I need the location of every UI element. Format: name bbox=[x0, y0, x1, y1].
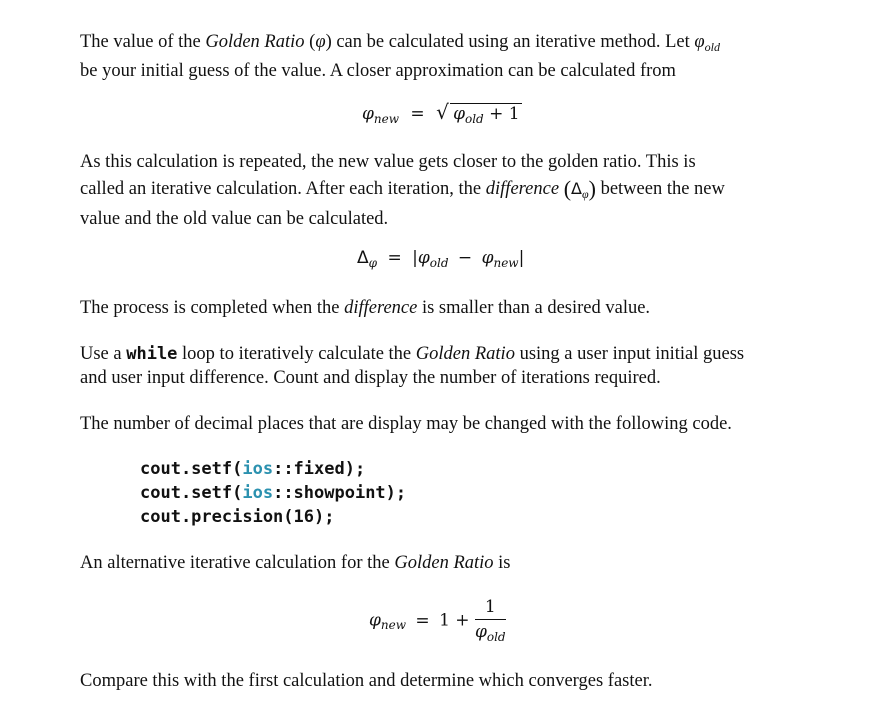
delta-symbol: Δ bbox=[571, 178, 582, 198]
text: An alternative iterative calculation for the bbox=[80, 553, 395, 573]
code: ::fixed); bbox=[273, 459, 366, 479]
code: cout.setf( bbox=[140, 459, 243, 479]
while-keyword: while bbox=[126, 344, 178, 364]
text: called an iterative calculation. After each iteration, the bbox=[80, 178, 486, 199]
phi-symbol: φ bbox=[362, 104, 374, 124]
while-line-2: and user input difference. Count and display the number of iterations required. bbox=[80, 368, 661, 388]
code-line-3: cout.precision(16); bbox=[140, 507, 335, 527]
square-root bbox=[436, 100, 522, 126]
close-paren: ) bbox=[588, 175, 596, 201]
iteration-line-1: As this calculation is repeated, the new value gets closer to the golden ratio. This is bbox=[80, 152, 696, 172]
phi-symbol: φ bbox=[694, 32, 705, 52]
code: ::showpoint); bbox=[273, 483, 407, 503]
open-paren: ( bbox=[563, 175, 572, 201]
iteration-line-2 bbox=[80, 176, 810, 208]
golden-ratio-term: Golden Ratio bbox=[205, 32, 305, 52]
radicand bbox=[450, 103, 522, 126]
text: is smaller than a desired value. bbox=[417, 298, 651, 318]
difference-term: difference bbox=[344, 298, 418, 318]
subscript-old: old bbox=[704, 40, 720, 54]
abs-bar-left: | bbox=[412, 248, 418, 268]
intro-line-2: be your initial guess of the value. A closer approximation can be calculated from bbox=[80, 61, 676, 81]
phi-symbol: φ bbox=[453, 104, 465, 124]
equals-sign: = bbox=[410, 104, 425, 124]
subscript-new: new bbox=[380, 618, 407, 632]
fraction-numerator: 1 bbox=[475, 597, 506, 620]
code-line-2 bbox=[140, 481, 406, 505]
text: ) can be calculated using an iterative method. Let bbox=[325, 32, 695, 52]
text: using a user input initial guess bbox=[514, 344, 745, 364]
subscript-old: old bbox=[486, 630, 506, 644]
while-line-1 bbox=[80, 342, 810, 366]
phi-symbol: φ bbox=[481, 248, 494, 268]
phi-symbol: φ bbox=[315, 32, 326, 52]
phi-symbol: φ bbox=[417, 248, 430, 268]
subscript-phi: φ bbox=[368, 256, 378, 270]
subscript-new: new bbox=[373, 112, 400, 126]
golden-ratio-term: Golden Ratio bbox=[394, 553, 494, 573]
plus-one: + 1 bbox=[489, 104, 520, 124]
iteration-line-3: value and the old value can be calculated. bbox=[80, 209, 389, 229]
paragraph-alternative bbox=[80, 551, 810, 575]
text: between the new bbox=[595, 178, 725, 199]
equation-fraction-iteration bbox=[369, 597, 506, 644]
paragraph-iteration bbox=[80, 150, 810, 233]
subscript-old: old bbox=[429, 256, 449, 270]
minus-sign: − bbox=[457, 248, 473, 268]
code: cout.setf( bbox=[140, 483, 243, 503]
text: loop to iteratively calculate the bbox=[177, 344, 416, 364]
phi-symbol: φ bbox=[474, 622, 487, 642]
code-line-1 bbox=[140, 457, 406, 481]
equals-sign: = bbox=[415, 610, 430, 631]
intro-line-1 bbox=[80, 30, 810, 59]
text: The value of the bbox=[80, 32, 206, 52]
text: Use a bbox=[80, 344, 127, 364]
delta-symbol: Δ bbox=[357, 248, 369, 268]
paragraph-compare: Compare this with the first calculation and determine which converges faster. bbox=[80, 671, 653, 691]
abs-bar-right: | bbox=[518, 248, 525, 268]
subscript-old: old bbox=[464, 112, 484, 126]
subscript-phi: φ bbox=[581, 186, 589, 201]
text: is bbox=[493, 553, 511, 573]
radical-sign-icon: √ bbox=[436, 100, 449, 124]
one-plus: 1 + bbox=[439, 610, 470, 631]
paragraph-while-loop bbox=[80, 342, 810, 390]
phi-symbol: φ bbox=[369, 610, 381, 631]
code-namespace: ios bbox=[242, 483, 274, 503]
paragraph-completion bbox=[80, 296, 810, 320]
subscript-new: new bbox=[493, 256, 519, 270]
fraction-denominator bbox=[475, 620, 506, 644]
difference-term: difference bbox=[485, 178, 560, 199]
equation-difference bbox=[357, 248, 524, 270]
paragraph-decimal-places: The number of decimal places that are display may be changed with the following code. bbox=[80, 414, 732, 434]
equation-sqrt-iteration bbox=[362, 100, 522, 126]
fraction bbox=[475, 597, 506, 644]
code-block bbox=[140, 457, 406, 529]
golden-ratio-term: Golden Ratio bbox=[415, 344, 515, 364]
equals-sign: = bbox=[387, 248, 402, 268]
paragraph-intro bbox=[80, 30, 810, 83]
code-namespace: ios bbox=[242, 459, 274, 479]
text: ( bbox=[304, 32, 316, 52]
text: The process is completed when the bbox=[80, 298, 345, 318]
